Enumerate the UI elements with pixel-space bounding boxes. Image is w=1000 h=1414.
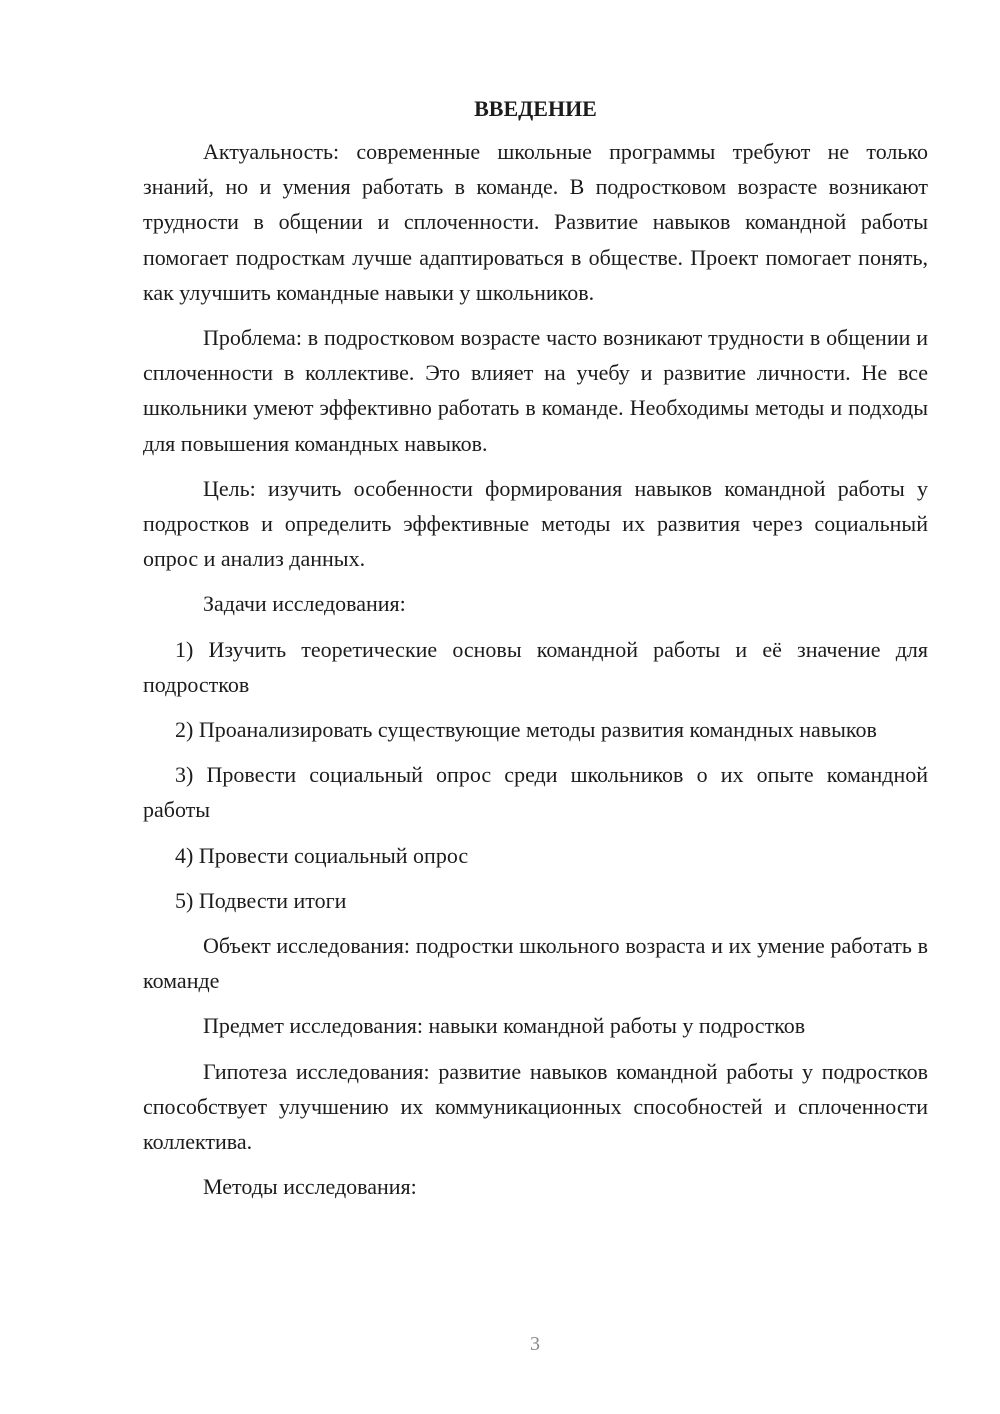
subject-paragraph: Предмет исследования: навыки командной работы у подростков [203, 1013, 806, 1039]
task-item-2: 2) Проанализировать существующие методы развития командных навыков [175, 717, 877, 743]
section-heading: ВВЕДЕНИЕ [474, 96, 597, 121]
task-item-3: 3) Провести социальный опрос среди школьников о их опыте командной работы [143, 762, 928, 823]
hypothesis-paragraph: Гипотеза исследования: развитие навыков командной работы у подростков способствует улучшению их коммуникационных способностей и сплоченности коллектива. [143, 1058, 928, 1155]
page-number: 3 [530, 1333, 540, 1355]
problem-paragraph: Проблема: в подростковом возрасте часто возникают трудности в общении и сплоченности в коллективе. Это влияет на учебу и развитие личности. Не все школьники умеют эффективно работать в команде. Необходимы методы и подходы для повышения командных навыков. [143, 325, 928, 456]
task-item-1: 1) Изучить теоретические основы командной работы и её значение для подростков [143, 636, 928, 697]
task-item-4: 4) Провести социальный опрос [175, 842, 469, 868]
relevance-paragraph: Актуальность: современные школьные программы требуют не только знаний, но и умения работать в команде. В подростковом возрасте возникают трудности в общении и сплоченности. Развитие навыков командной работы помогает подросткам лучше адаптироваться в обществе. Проект помогает понять, как улучшить командные навыки у школьников. [143, 139, 928, 305]
task-item-5: 5) Подвести итоги [175, 887, 347, 913]
page-content [143, 94, 928, 1214]
tasks-title: Задачи исследования: [203, 591, 406, 617]
methods-title: Методы исследования: [203, 1174, 417, 1200]
goal-paragraph: Цель: изучить особенности формирования навыков командной работы у подростков и определить эффективные методы их развития через социальный опрос и анализ данных. [143, 475, 928, 572]
object-paragraph: Объект исследования: подростки школьного возраста и их умение работать в команде [143, 933, 928, 994]
